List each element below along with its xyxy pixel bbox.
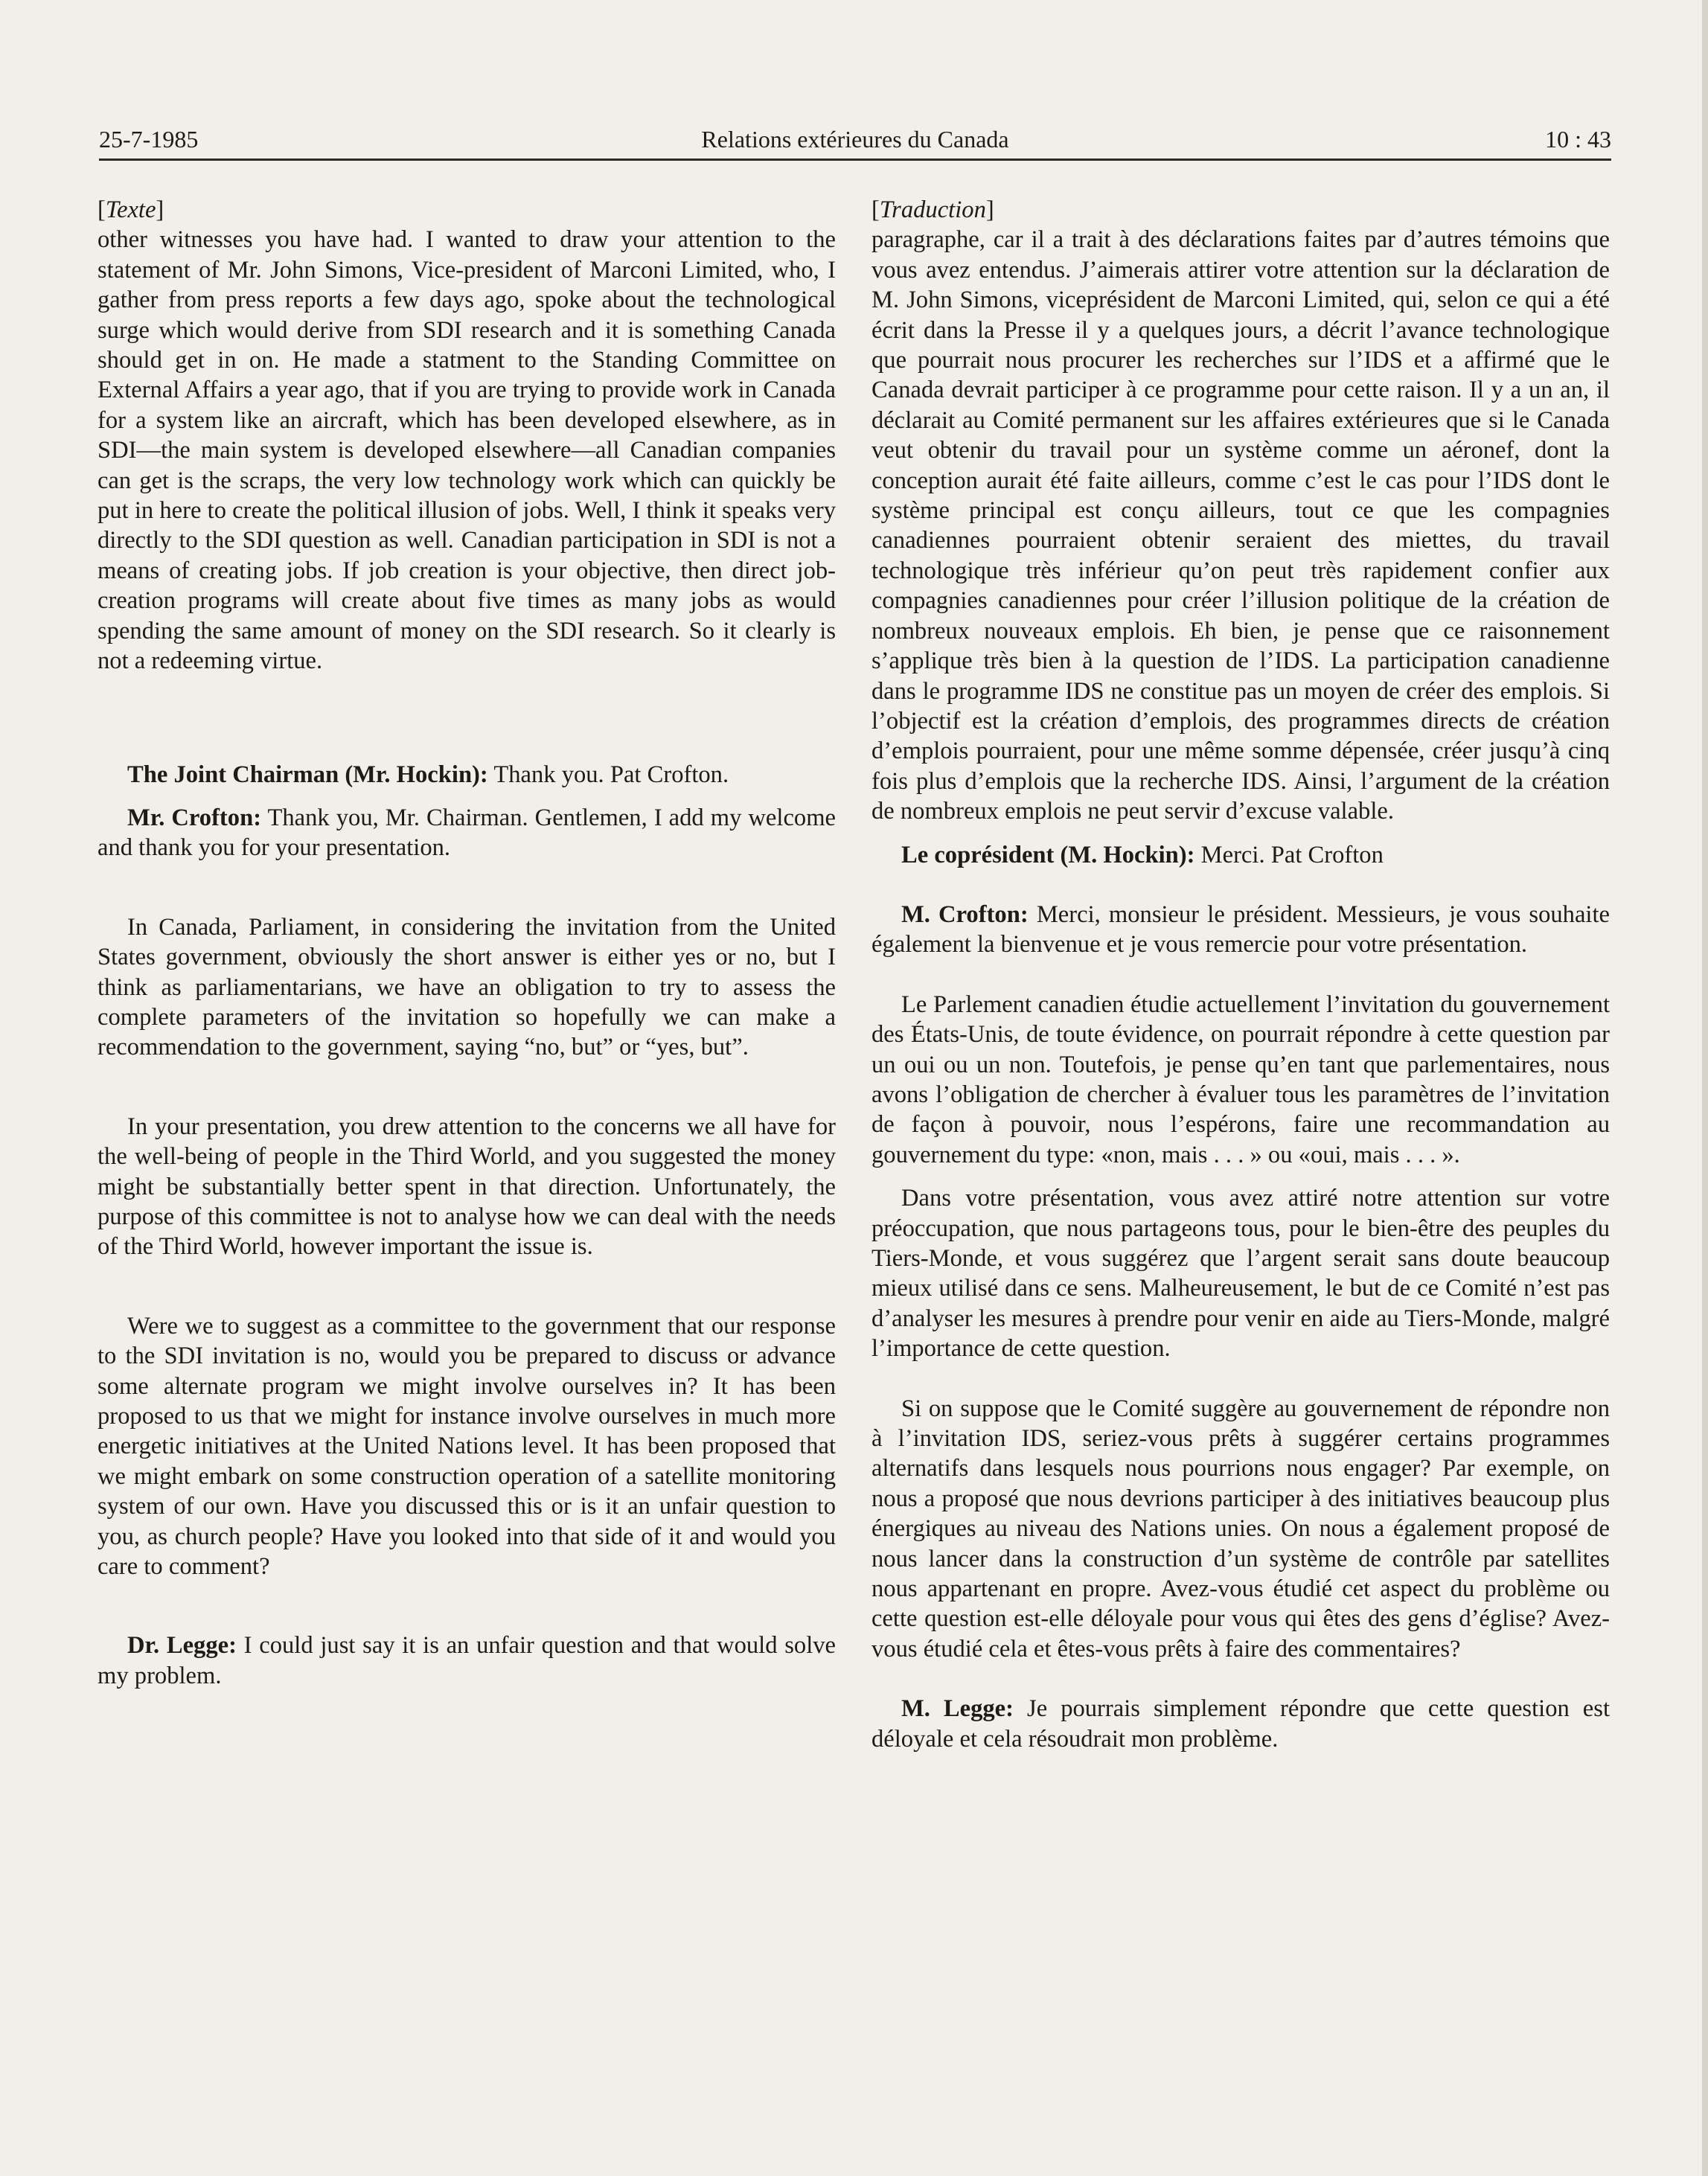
speaker-name: The Joint Chairman (Mr. Hockin): [127,761,488,788]
french-column [871,195,1610,1754]
header-rule [99,159,1611,161]
paragraph: In Canada, Parliament, in considering the invitation from the United States government, obviously the short answer is either yes or no, but I think as parliamentarians, we have an obligation to try to assess the complete parameters of the invitation so hopefully we can make a recommendation to the government, saying “no, but” or “yes, but”. [97,913,836,1061]
paragraph: other witnesses you have had. I wanted to draw your attention to the statement of Mr. John Simons, Vice-president of Marconi Limited, who, I gather from press reports a few days ago, spoke about the technological surge which would derive from SDI research and it is something Canada should get in on. He made a statment to the Standing Committee on External Affairs a year ago, that if you are trying to provide work in Canada for a system like an aircraft, which has been developed elsewhere, as in SDI—the main system is developed elsewhere—all Canadian companies can get is the scraps, the very low technology work which can quickly be put in here to create the political illusion of jobs. Well, I think it speaks very directly to the SDI question as well. Canadian participation in SDI is not a means of creating jobs. If job creation is your objective, then direct job-creation programs will create about five times as many jobs as would spending the same amount of money on the SDI research. So it clearly is not a redeeming virtue. [97,226,836,675]
speaker-paragraph: The Joint Chairman (Mr. Hockin): Thank you. Pat Crofton. [127,761,729,788]
speaker-paragraph: Le coprésident (M. Hockin): Merci. Pat Crofton [901,841,1384,868]
running-header [99,121,1611,157]
header-date: 25-7-1985 [99,126,199,153]
speaker-name: M. Legge: [901,1695,1014,1723]
speaker-paragraph: Dr. Legge: I could just say it is an unfair question and that would solve my problem. [97,1632,836,1689]
column-tag: [Texte] [97,196,164,223]
paragraph: Si on suppose que le Comité suggère au gouvernement de répondre non à l’invitation IDS, seriez-vous prêts à suggérer certains programmes alternatifs dans lesquels nous pourrions nous engager? Par exemple, on nous a proposé que nous devrions participer à des initiatives beaucoup plus énergiques au niveau des Nations unies. On nous a également proposé de nous lancer dans la construction d’un système de contrôle par satellites nous appartenant en propre. Avez-vous étudié cet aspect du problème ou cette question est-elle déloyale pour vous qui êtes des gens d’église? Avez-vous étudié cela et êtes-vous prêts à faire des commentaires? [871,1395,1610,1663]
paragraph: In your presentation, you drew attention to the concerns we all have for the well-being of people in the Third World, and you suggested the money might be substantially better spent in that direction. Unfortunately, the purpose of this committee is not to analyse how we can deal with the needs of the Third World, however important the issue is. [97,1113,836,1261]
speaker-name: Dr. Legge: [127,1632,237,1660]
paragraph: Le Parlement canadien étudie actuellement l’invitation du gouvernement des États-Unis, de toute évidence, on pourrait répondre à cette question par un oui ou un non. Toutefois, je pense qu’en tant que parlementaires, nous avons l’obligation de chercher à évaluer tous les paramètres de l’invitation de façon à pouvoir, nous l’espérons, faire une recommandation au gouvernement du type: «non, mais . . . » ou «oui, mais . . . ». [871,991,1610,1168]
speaker-paragraph: M. Crofton: Merci, monsieur le président. Messieurs, je vous souhaite également la bienvenue et je vous remercie pour votre présentation. [871,900,1610,959]
english-column [97,195,836,1691]
paragraph: Dans votre présentation, vous avez attiré notre attention sur votre préoccupation, que nous partageons tous, pour le bien-être des peuples du Tiers-Monde, et vous suggérez que l’argent serait sans doute beaucoup mieux utilisé dans ce sens. Malheureusement, le but de ce Comité n’est pas d’analyser les mesures à prendre pour venir en aide au Tiers-Monde, malgré l’importance de cette question. [871,1185,1610,1363]
speaker-name: Le coprésident (M. Hockin): [901,841,1195,868]
speaker-paragraph: M. Legge: Je pourrais simplement répondre que cette question est déloyale et cela résoudrait mon problème. [871,1695,1610,1753]
header-title: Relations extérieures du Canada [701,126,1009,153]
speaker-name: M. Crofton: [901,900,1029,928]
paragraph: paragraphe, car il a trait à des déclarations faites par d’autres témoins que vous avez entendus. J’aimerais attirer votre attention sur la déclaration de M. John Simons, viceprésident de Marconi Limited, qui, selon ce qui a été écrit dans la Presse il y a quelques jours, a décrit l’avance technologique que pourrait nous procurer les recherches sur l’IDS et a affirmé que le Canada devrait participer à ce programme pour cette raison. Il y a un an, il déclarait au Comité permanent sur les affaires extérieures que si le Canada veut obtenir du travail pour un système comme un aéronef, dont la conception aurait été faite ailleurs, comme c’est le cas pour l’IDS dont le système principal est conçu ailleurs, tout ce que les compagnies canadiennes pourraient obtenir seraient des miettes, du travail technologique très inférieur qu’on peut très rapidement confier aux compagnies canadiennes pour créer l’illusion politique de la création de nombreux nouveaux emplois. Eh bien, je pense que ce raisonnement s’applique très bien à la question de l’IDS. La participation canadienne dans le programme IDS ne constitue pas un moyen de créer des emplois. Si l’objectif est la création d’emplois, des programmes directs de création d’emplois pourraient, pour une même somme dépensée, créer jusqu’à cinq fois plus d’emplois que la recherche IDS. Ainsi, l’argument de la création de nombreux emplois ne peut servir d’excuse valable. [871,226,1610,825]
paragraph: Were we to suggest as a committee to the government that our response to the SDI invitation is no, would you be prepared to discuss or advance some alternate program we might involve ourselves in? It has been proposed to us that we might for instance involve ourselves in much more energetic initiatives at the United Nations level. It has been proposed that we might embark on some construction operation of a satellite monitoring system of our own. Have you discussed this or is it an unfair question to you, as church people? Have you looked into that side of it and would you care to comment? [97,1312,836,1581]
header-page-number: 10 : 43 [1545,126,1611,153]
column-tag: [Traduction] [871,196,994,223]
page-edge-shadow [1702,0,1708,2176]
speaker-name: Mr. Crofton: [127,804,262,831]
speaker-paragraph: Mr. Crofton: Thank you, Mr. Chairman. Gentlemen, I add my welcome and thank you for your presentation. [97,804,836,862]
